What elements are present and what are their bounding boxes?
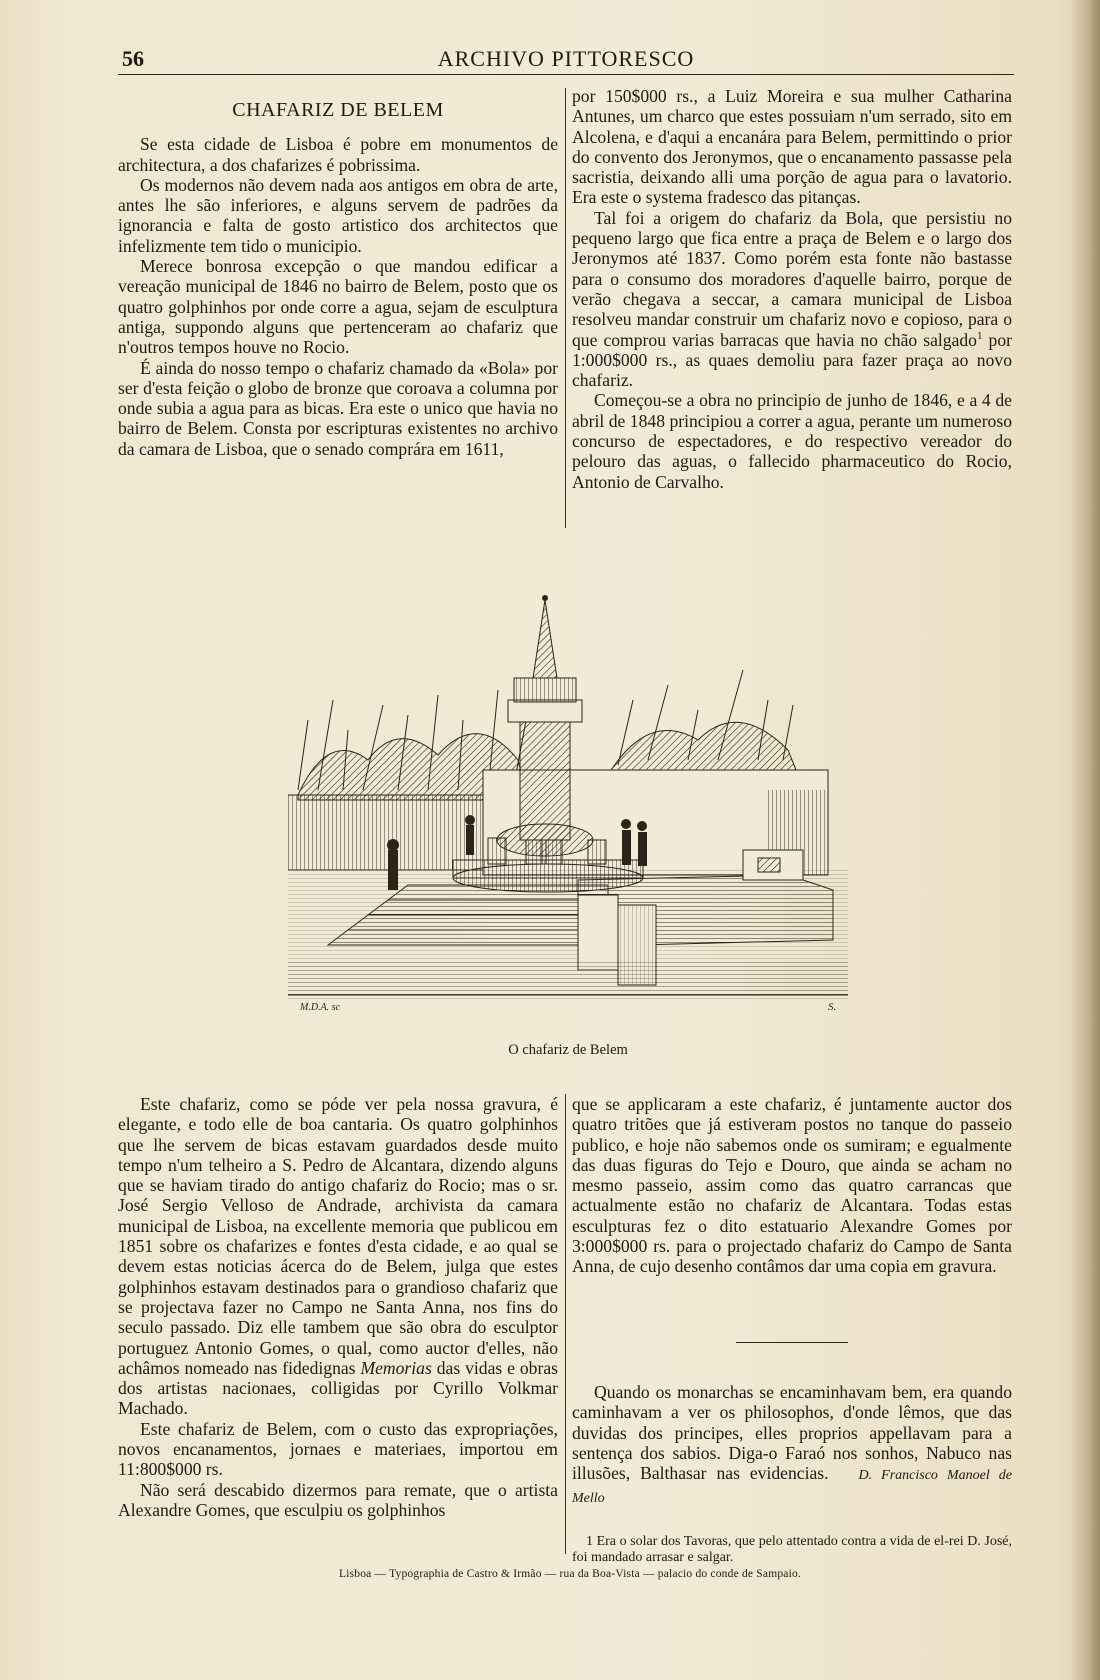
fountain-column xyxy=(520,720,570,840)
quote-author: D. Francisco Manoel de Mello xyxy=(572,1468,1012,1507)
paragraph-text: Este chafariz, como se póde ver pela nossa gravura, é elegante, e todo elle de boa cantaria. Os quatro golphinhos que lhe servem de bicas estavam guardados desde muito tempo n'um telheiro a S. Pedro de Alcantara, dizendo alguns que se haviam tirado do antigo chafariz do Rocio; mas o sr. José Sergio Velloso de Andrade, archivista da camara municipal de Lisboa, na excellente memoria que publicou em 1851 sobre os chafarizes e fontes d'esta cidade, e ao qual se devem estas noticias ácerca do de Belem, julga que estes golphinhos estavam destinados para o grandioso chafariz que se projectava fazer no Campo ne Santa Anna, nos fins do seculo passado. Diz elle tambem que são obra do esculptor portuguez Antonio Gomes, o qual, como auctor d'elles, não achâmos nomeado nas fidedignas xyxy=(118,1094,558,1378)
book-spine-shadow xyxy=(1070,0,1100,1680)
column-4 xyxy=(572,1094,1012,1277)
footnote xyxy=(572,1534,1012,1565)
obelisk xyxy=(533,600,557,678)
quote-text: Quando os monarchas se encaminhavam bem, era quando caminhavam a ver os philosophos, d'onde lêmos, que das duvidas dos principes, elles proprios appellavam para a sentença dos sabios. Diga-o Faraó nos sonhos, Nabuco nas illusões, Balthasar nas evidencias. xyxy=(572,1382,1012,1484)
paragraph xyxy=(572,208,1012,391)
paragraph-text: por 1:000$000 rs., as quaes demoliu para fazer praça ao novo chafariz. xyxy=(572,329,1012,391)
fountain-engraving xyxy=(288,590,848,1015)
paragraph: É ainda do nosso tempo o chafariz chamado da «Bola» por ser d'esta feição o globo de bronze que coroava a columna por onde subia a agua para as bicas. Era este o unico que havia no bairro de Belem. Consta por escripturas existentes no archivo da camara de Lisboa, que o senado comprára em 1611, xyxy=(118,357,558,459)
figure-caption: O chafariz de Belem xyxy=(508,1042,628,1058)
paragraph-text: das vidas e obras dos artistas nacionaes, colligidas por Cyrillo Volkmar Machado. xyxy=(118,1357,558,1419)
engraving-signature-left: M.D.A. sc xyxy=(300,1002,340,1013)
column-rule-top xyxy=(565,88,566,528)
wall-left xyxy=(288,795,483,870)
running-title: ARCHIVO PITTORESCO xyxy=(437,46,695,71)
quote-block xyxy=(572,1382,1012,1510)
barrels xyxy=(488,838,606,864)
paragraph-text: Tal foi a origem do chafariz da Bola, que persistiu no pequeno largo que fica entre a praça de Belem e o largo dos Jeronymos até 1837. Como porém esta fonte não bastasse para o consumo dos moradores d'aquelle bairro, porque de verão chegava a seccar, a camara municipal de Lisboa resolveu mandar construir um chafariz novo e copioso, para o que comprou varias barracas que havia no chão salgado xyxy=(572,207,1012,350)
separator-rule xyxy=(736,1342,848,1343)
engraving-signature-right: S. xyxy=(828,1001,837,1013)
page-number: 56 xyxy=(122,46,144,71)
paragraph: Os modernos não devem nada aos antigos em obra de arte, antes lhe são inferiores, e alguns servem de padrões da ignorancia e falta de gosto artistico dos architectos que infelizmente tem tido o municipio. xyxy=(118,174,558,256)
paragraph: Este chafariz de Belem, com o custo das expropriações, novos encanamentos, jornaes e materiaes, importou em 11:800$000 rs. xyxy=(118,1418,558,1480)
paragraph xyxy=(118,1094,558,1419)
printer-imprint: Lisboa — Typographia de Castro & Irmão — rua da Boa-Vista — palacio do conde de Sampaio. xyxy=(338,1568,802,1580)
italic-title: Memorias xyxy=(360,1357,432,1378)
column-3 xyxy=(118,1094,558,1520)
footnote-marker: 1 xyxy=(976,329,983,342)
paragraph: Começou-se a obra no principio de junho de 1846, e a 4 de abril de 1848 principiou a correr a agua, perante um numeroso concurso de espectadores, e do respectivo vereador do pelouro das aguas, o fallecido pharmaceutico do Rocio, Antonio de Carvalho. xyxy=(572,390,1012,492)
paragraph-text: por 150$000 rs., a Luiz Moreira e sua mulher Catharina Antunes, um charco que estes possuiam n'um serrado, sito em Alcolena, e d'aqui a encanára para Belem, permittindo o prior do convento dos Jeronymos, que o encanamento passasse pela sacristia, deixando alli uma porção de agua para o lavatorio. Era este o systema fradesco das pitanças. xyxy=(572,86,1012,208)
column-rule-bottom xyxy=(565,1094,566,1554)
paragraph xyxy=(572,86,1012,208)
footnote-text: 1 Era o solar dos Tavoras, que pelo attentado contra a vida de el-rei D. José, foi mandado arrasar e salgar. xyxy=(572,1534,1012,1565)
column-1 xyxy=(118,84,558,459)
paragraph: Não será descabido dizermos para remate, que o artista Alexandre Gomes, que esculpiu os golphinhos xyxy=(118,1479,558,1520)
bushes-right xyxy=(608,722,798,775)
paragraph: que se applicaram a este chafariz, é juntamente auctor dos quatro tritões que já estiveram postos no tanque do passeio publico, e hoje não sabemos onde os sumiram; e egualmente das duas figuras do Tejo e Douro, que ainda se acham no mesmo passeio, assim como das quatro carrancas que actualmente estão no chafariz de Alcantara. Todas estas esculpturas fez o dito estatuario Alexandre Gomes por 3:000$000 rs. para o projectado chafariz do Campo de Santa Anna, de cujo desenho contâmos dar uma copia em gravura. xyxy=(572,1094,1012,1277)
article-title: CHAFARIZ DE BELEM xyxy=(232,99,444,121)
page-header xyxy=(118,44,1014,75)
paragraph: Merece bonrosa excepção o que mandou edificar a vereação municipal de 1846 no bairro de Belem, posto que os quatro golphinhos por onde corre a agua, sejam de esculptura antiga, suppondo alguns que pertenceram ao chafariz que n'outros tempos houve no Rocio. xyxy=(118,256,558,358)
paragraph: Se esta cidade de Lisboa é pobre em monumentos de architectura, a dos chafarizes é pobrissima. xyxy=(118,134,558,175)
column-2 xyxy=(572,86,1012,492)
